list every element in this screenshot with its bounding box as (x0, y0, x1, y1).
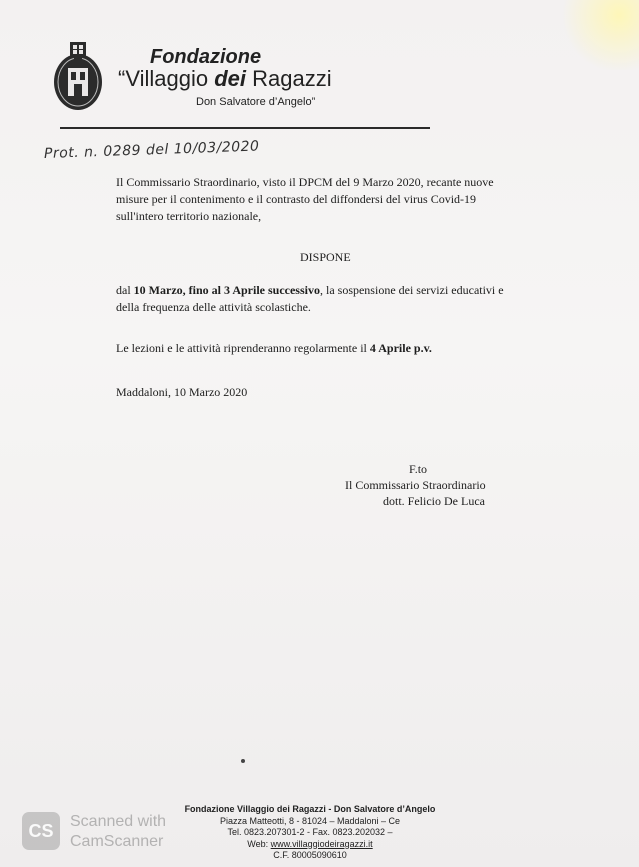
signature-fto: F.to (409, 462, 428, 476)
org-sub-quote: “ (118, 66, 126, 91)
dispone-heading: DISPONE (300, 250, 351, 264)
watermark-line1: Scanned with (70, 813, 167, 830)
resume-paragraph (116, 340, 511, 357)
org-name: Fondazione (150, 46, 262, 68)
signature-role: Il Commissario Straordinario (345, 478, 486, 492)
resume-prefix: Le lezioni e le attività riprenderanno regolarmente il (116, 341, 370, 355)
paper-speck (241, 759, 245, 763)
intro-paragraph: Il Commissario Straordinario, visto il DPCM del 9 Marzo 2020, recante nuove misure per il contenimento e il contrasto del diffondersi del virus Covid-19 sull'intero territorio nazionale, (116, 175, 494, 223)
decision-prefix: dal (116, 283, 134, 297)
signature-name: dott. Felicio De Luca (383, 494, 485, 508)
footer (170, 804, 450, 862)
org-subtitle (118, 66, 332, 92)
org-sub-part1: Villaggio (125, 66, 215, 91)
watermark-line2: CamScanner (70, 833, 164, 850)
header-divider (60, 127, 430, 129)
handwritten-protocol-note: Prot. n. 0289 del 10/03/2020 (43, 138, 260, 162)
resume-date: 4 Aprile p.v. (369, 341, 432, 355)
footer-web-label: Web: (247, 838, 271, 849)
paper-stain (559, 0, 639, 70)
footer-web-link[interactable]: www.villaggiodeiragazzi.it (270, 838, 373, 849)
footer-web (170, 839, 450, 851)
footer-cf: C.F. 80005090610 (273, 850, 347, 860)
org-sub-dei: dei (214, 66, 247, 91)
footer-phone: Tel. 0823.207301-2 - Fax. 0823.202032 – (227, 827, 393, 837)
decision-paragraph (116, 282, 511, 316)
camscanner-watermark (70, 812, 166, 852)
footer-title: Fondazione Villaggio dei Ragazzi - Don Salvatore d’Angelo (184, 804, 436, 814)
camscanner-logo-icon: CS (22, 812, 60, 850)
org-sub-part2: Ragazzi (246, 66, 332, 91)
decision-dates: 10 Marzo, fino al 3 Aprile successivo (133, 283, 320, 297)
org-founder: Don Salvatore d’Angelo” (196, 96, 316, 108)
place-date: Maddaloni, 10 Marzo 2020 (116, 385, 248, 399)
footer-address: Piazza Matteotti, 8 - 81024 – Maddaloni – Ce (219, 815, 401, 826)
decision-suffix: , la sospensione dei servizi educativi e della frequenza delle attività scolastiche. (116, 283, 504, 314)
foundation-crest-icon (52, 40, 104, 112)
